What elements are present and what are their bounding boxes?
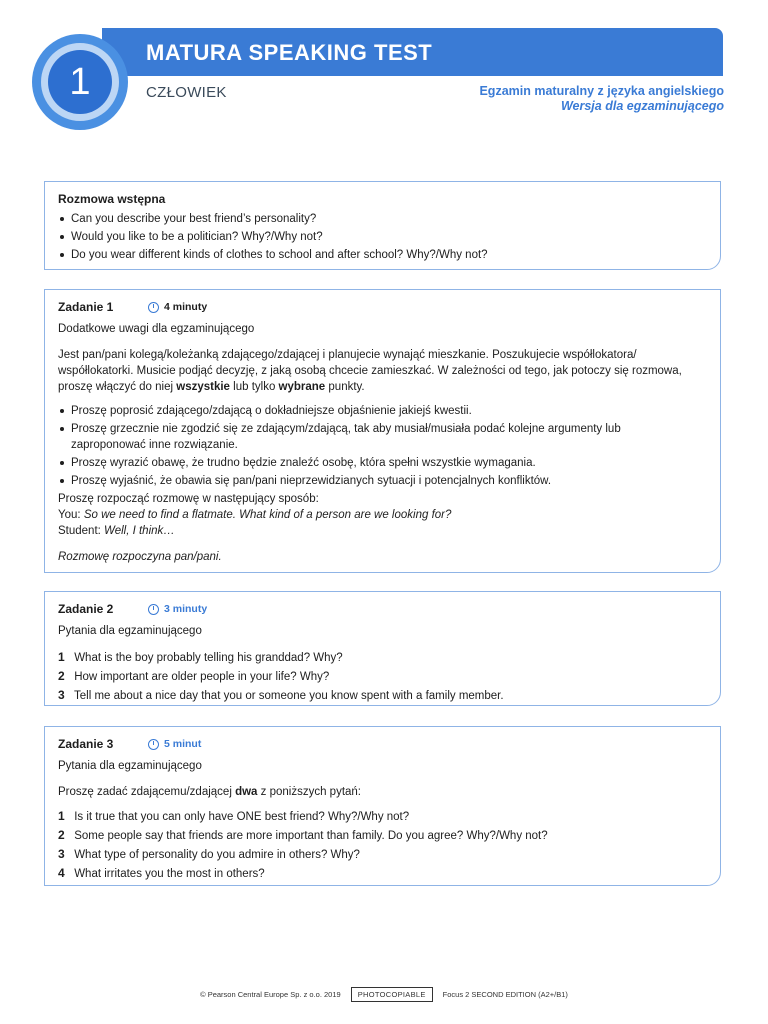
clock-icon [148,302,159,313]
task2-section [44,591,721,706]
edition: Focus 2 SECOND EDITION (A2+/B1) [442,990,568,999]
speaker-label: You: [58,509,81,521]
text: z poniższych pytań: [257,786,362,798]
exam-version: Wersja dla egzaminującego [560,99,724,113]
list-item: Proszę wyjaśnić, że obawia się pan/pani nieprzewidzianych sytuacji i potencjalnych konfliktów. [58,473,707,489]
task2-header [58,601,707,617]
task1-section [44,289,721,573]
exam-info [479,84,724,114]
list-item: Proszę wyrazić obawę, że trudno będzie znaleźć osobę, która spełni wszystkie wymagania. [58,455,707,471]
clock-icon [148,604,159,615]
question-number: 1 [58,650,65,664]
text: Proszę zadać zdającemu/zdającej [58,786,236,798]
task1-student-line [58,523,707,539]
list-item [58,827,707,844]
task3-title: Zadanie 3 [58,737,114,751]
list-item: Can you describe your best friend’s personality? [58,211,707,227]
question-text: What is the boy probably telling his granddad? Why? [74,652,343,664]
question-number: 2 [58,828,65,842]
list-item [58,865,707,882]
speaker-label: Student: [58,525,101,537]
list-item: Proszę grzecznie nie zgodzić się ze zdającym/zdającą, tak aby musiał/musiała podać kolejne argumenty lub zaproponować inne rozwiązanie. [58,421,707,453]
text: punkty. [325,381,365,393]
list-item: Would you like to be a politician? Why?/Why not? [58,229,707,245]
intro-questions [58,211,707,263]
unit-subtitle: CZŁOWIEK [146,84,227,101]
task1-instructions [58,347,707,395]
task3-label: Pytania dla egzaminującego [58,760,202,772]
unit-number: 1 [48,50,112,114]
question-number: 4 [58,866,65,880]
list-item [58,846,707,863]
page-footer [0,987,768,1002]
task3-questions [58,808,707,882]
list-item [58,687,707,704]
list-item [58,668,707,685]
task2-questions [58,649,707,704]
speaker-text: So we need to find a flatmate. What kind of a person are we looking for? [83,509,452,521]
exam-name: Egzamin maturalny z języka angielskiego [479,84,724,98]
task2-label: Pytania dla egzaminującego [58,625,202,637]
task2-timer [148,601,207,617]
task1-you-line [58,507,707,523]
task1-timer [148,299,207,315]
task3-timer [148,736,201,752]
page-title: MATURA SPEAKING TEST [146,40,433,65]
speaker-text: Well, I think… [104,525,175,537]
question-text: What irritates you the most in others? [74,868,265,880]
task1-time: 4 minuty [164,301,208,313]
task3-time: 5 minut [164,738,202,750]
list-item [58,649,707,666]
task3-section [44,726,721,886]
question-number: 3 [58,688,65,702]
question-number: 3 [58,847,65,861]
question-text: What type of personality do you admire in others? Why? [74,849,360,861]
task3-header [58,736,707,752]
task3-instructions [58,784,707,800]
copyright: © Pearson Central Europe Sp. z o.o. 2019 [200,990,341,999]
emphasis: wybrane [278,381,326,393]
task1-bullets [58,403,707,489]
clock-icon [148,739,159,750]
text: lub tylko [229,381,279,393]
task1-closing: Rozmowę rozpoczyna pan/pani. [58,551,222,563]
intro-section [44,181,721,270]
list-item [58,808,707,825]
intro-title: Rozmowa wstępna [58,192,166,206]
emphasis: dwa [235,786,258,798]
task1-label: Dodatkowe uwagi dla egzaminującego [58,323,255,335]
question-number: 2 [58,669,65,683]
emphasis: wszystkie [176,381,230,393]
question-text: How important are older people in your life? Why? [74,671,330,683]
task2-title: Zadanie 2 [58,602,114,616]
question-text: Some people say that friends are more important than family. Do you agree? Why?/Why not? [74,830,548,842]
photocopiable-badge: PHOTOCOPIABLE [351,987,433,1002]
task1-start-line: Proszę rozpocząć rozmowę w następujący sposób: [58,493,319,505]
text: Jest pan/pani kolegą/koleżanką zdającego/zdającej i planujecie wynająć mieszkanie. Poszukujecie współlokatora/ współlokatorki. Musicie podjąć decyzję, z jaką osobą chcecie zamieszkać. W zależności od tego, jak potoczy się rozmowa, proszę włączyć do niej [58,349,682,393]
task1-title: Zadanie 1 [58,300,114,314]
task2-time: 3 minuty [164,603,208,615]
task1-header [58,299,707,315]
question-text: Tell me about a nice day that you or someone you know spent with a family member. [74,690,504,702]
question-text: Is it true that you can only have ONE best friend? Why?/Why not? [74,811,410,823]
list-item: Do you wear different kinds of clothes to school and after school? Why?/Why not? [58,247,707,263]
list-item: Proszę poprosić zdającego/zdającą o dokładniejsze objaśnienie jakiejś kwestii. [58,403,707,419]
question-number: 1 [58,809,65,823]
